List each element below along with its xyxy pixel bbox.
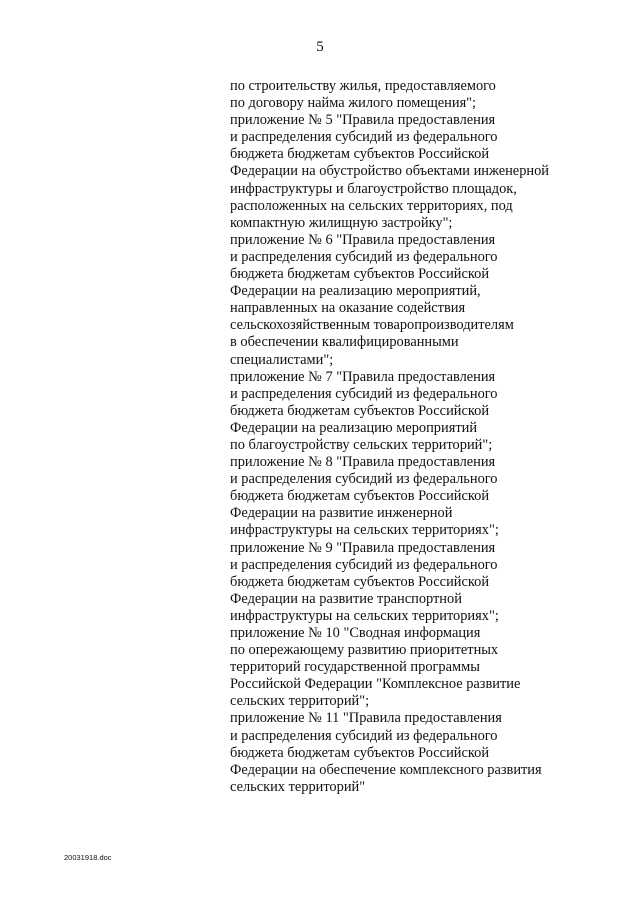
text-line: приложение № 11 "Правила предоставления xyxy=(230,710,502,727)
text-line: бюджета бюджетам субъектов Российской xyxy=(230,488,490,505)
text-line: специалистами"; xyxy=(230,351,334,368)
text-line: по строительству жилья, предоставляемого xyxy=(230,78,496,94)
text-line: бюджета бюджетам субъектов Российской xyxy=(230,266,490,283)
text-line: бюджета бюджетам субъектов Российской xyxy=(230,146,490,163)
document-body-text xyxy=(230,78,630,796)
text-line: расположенных на сельских территориях, под xyxy=(230,197,513,214)
text-line: бюджета бюджетам субъектов Российской xyxy=(230,402,490,419)
footer-filename: 20031918.doc xyxy=(64,853,112,862)
text-line: Федерации на развитие транспортной xyxy=(230,590,462,607)
text-line: по благоустройству сельских территорий"; xyxy=(230,436,493,453)
text-line: приложение № 8 "Правила предоставления xyxy=(230,454,496,471)
text-line: сельских территорий"; xyxy=(230,693,370,710)
text-line: сельских территорий" xyxy=(230,778,366,795)
text-line: по договору найма жилого помещения"; xyxy=(230,95,477,112)
text-line: приложение № 9 "Правила предоставления xyxy=(230,539,496,556)
text-line: Федерации на обеспечение комплексного развития xyxy=(230,761,542,778)
text-line: приложение № 6 "Правила предоставления xyxy=(230,231,496,248)
text-line: Российской Федерации "Комплексное развитие xyxy=(230,676,521,693)
text-line: инфраструктуры и благоустройство площадок, xyxy=(230,180,517,197)
text-line: и распределения субсидий из федерального xyxy=(230,556,498,573)
text-line: Федерации на реализацию мероприятий xyxy=(230,419,478,436)
text-line: инфраструктуры на сельских территориях"; xyxy=(230,607,499,624)
text-line: сельскохозяйственным товаропроизводителям xyxy=(230,317,514,334)
text-line: направленных на оказание содействия xyxy=(230,300,466,317)
text-line: приложение № 10 "Сводная информация xyxy=(230,625,481,641)
text-line: и распределения субсидий из федерального xyxy=(230,248,498,265)
text-line: приложение № 7 "Правила предоставления xyxy=(230,368,496,385)
text-line: по опережающему развитию приоритетных xyxy=(230,642,499,659)
text-line: и распределения субсидий из федерального xyxy=(230,385,498,402)
text-line: Федерации на обустройство объектами инженерной xyxy=(230,163,549,180)
text-line: и распределения субсидий из федерального xyxy=(230,471,498,488)
text-line: в обеспечении квалифицированными xyxy=(230,334,459,351)
text-line: компактную жилищную застройку"; xyxy=(230,214,453,231)
text-line: Федерации на развитие инженерной xyxy=(230,505,453,522)
text-line: бюджета бюджетам субъектов Российской xyxy=(230,744,490,761)
text-line: бюджета бюджетам субъектов Российской xyxy=(230,573,490,590)
text-line: и распределения субсидий из федерального xyxy=(230,129,498,146)
text-line: Федерации на реализацию мероприятий, xyxy=(230,283,481,300)
text-line: приложение № 5 "Правила предоставления xyxy=(230,112,496,129)
page-number: 5 xyxy=(316,39,324,55)
text-line: территорий государственной программы xyxy=(230,659,480,676)
text-line: инфраструктуры на сельских территориях"; xyxy=(230,522,499,539)
text-line: и распределения субсидий из федерального xyxy=(230,727,498,744)
